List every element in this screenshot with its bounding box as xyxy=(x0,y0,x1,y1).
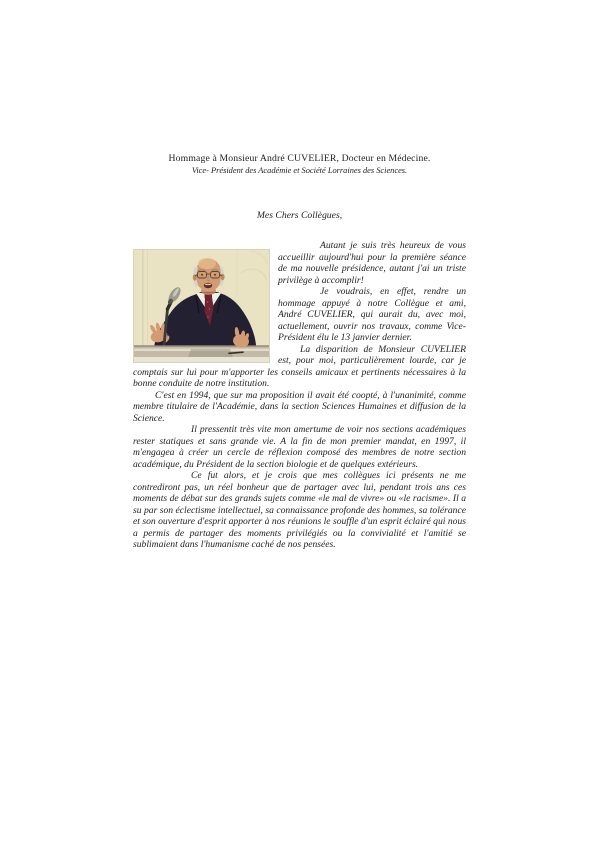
table-edge xyxy=(133,345,270,363)
page-content xyxy=(133,153,466,551)
salutation: Mes Chers Collègues, xyxy=(256,209,343,221)
body-paragraph-5: Il pressentit très vite mon amertume de voir nos sections académiques rester statiques et sans grande vie. A la fin de mon premier mandat, en 1997, il m'engagea à créer un cercle de réflexion composé des membres de notre section académique, du Président de la section biologie et de quelques extérieurs. xyxy=(133,424,466,470)
page-title: Hommage à Monsieur André CUVELIER, Docteur en Médecine. xyxy=(168,153,431,164)
document-body xyxy=(133,240,466,551)
body-paragraph-2: Je voudrais, en effet, rendre un hommage appuyé à notre Collègue et ami, André CUVELIER, qui aurait du, avec moi, actuellement, ouvrir nos travaux, comme Vice-Président élu le 13 janvier dernier. xyxy=(278,286,466,343)
photo-speaker-at-microphone xyxy=(133,249,270,363)
pen-on-table xyxy=(229,352,243,353)
body-paragraph-1: Autant je suis très heureux de vous accueillir aujourd'hui pour la première séance de ma nouvelle présidence, autant j'ai un triste privilège à accomplir! xyxy=(278,240,466,286)
body-paragraph-4: C'est en 1994, que sur ma proposition il avait été coopté, à l'unanimité, comme membre titulaire de l'Académie, dans la section Sciences Humaines et diffusion de la Science. xyxy=(133,389,466,424)
open-mouth xyxy=(204,283,212,288)
teeth-hint xyxy=(205,284,211,285)
bald-crown-highlight xyxy=(198,258,216,269)
body-paragraph-6: Ce fut alors, et je crois que mes collègues ici présents ne me contrediront pas, un réel bonheur que de partager avec lui, pendant trois ans ces moments de débat sur des grands sujets comme «le mal de vivre» ou «le racisme». Il a su par son éclectisme intellectuel, sa connaissance profonde des hommes, sa tolérance et son ouverture d'esprit apporter à nos réunions le souffle d'un esprit éclairé qui nous a permis de partager des moments privilégiés ou la convivialité et l'amitié se sublimaient dans l'humanisme caché de nos pensées. xyxy=(133,470,466,550)
body-paragraph-3: La disparition de Monsieur CUVELIER est, pour moi, particulièrement lourde, car je comptais sur lui pour m'apporter les conseils amicaux et pertinents nécessaires à la bonne conduite de notre institution. xyxy=(133,343,466,389)
page-subtitle: Vice- Président des Académie et Société Lorraines des Sciences. xyxy=(191,165,408,175)
